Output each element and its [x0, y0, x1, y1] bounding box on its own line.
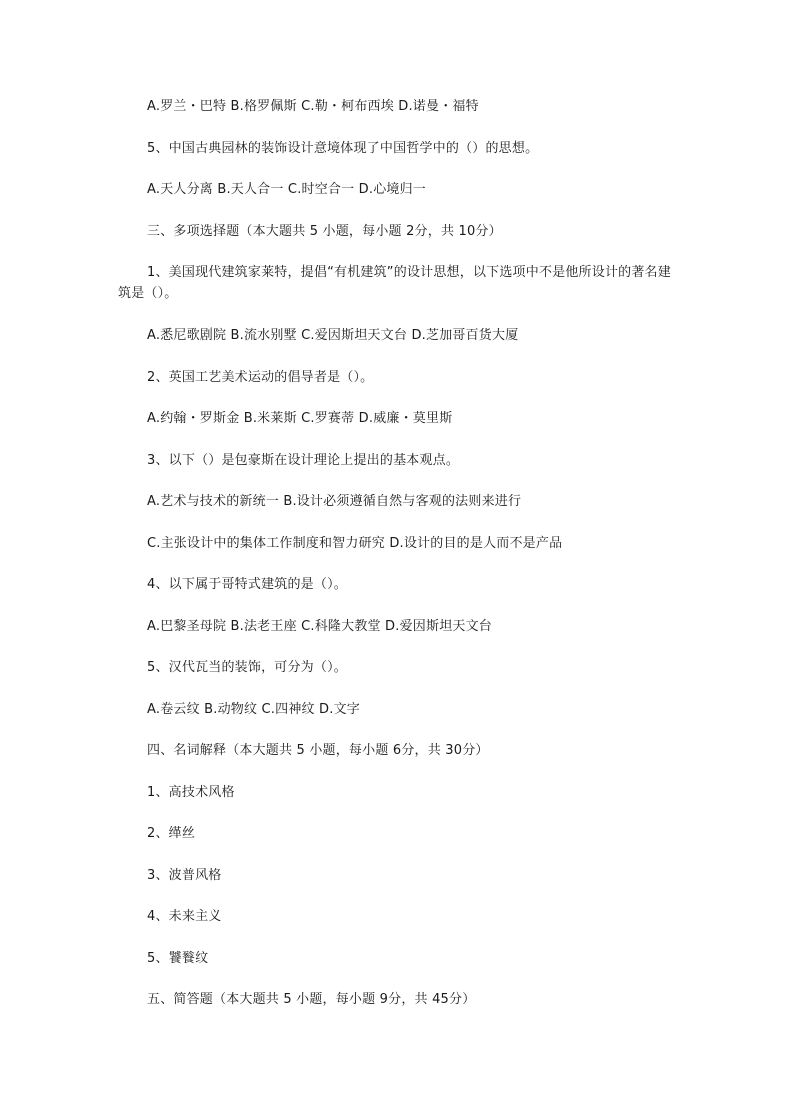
term-5: 5、饕餮纹	[147, 951, 209, 966]
term-3: 3、波普风格	[147, 868, 222, 883]
section-5-heading: 五、简答题（本大题共 5 小题，每小题 9分，共 45分）	[147, 992, 476, 1007]
multi-question-3-options-ab: A.艺术与技术的新统一 B.设计必须遵循自然与客观的法则来进行	[147, 494, 522, 509]
multi-question-4-options: A.巴黎圣母院 B.法老王座 C.科隆大教堂 D.爱因斯坦天文台	[147, 619, 492, 634]
multi-question-5-stem: 5、汉代瓦当的装饰，可分为（）。	[147, 660, 347, 675]
term-4: 4、未来主义	[147, 909, 222, 924]
multi-question-2-options: A.约翰・罗斯金 B.米莱斯 C.罗赛蒂 D.威廉・莫里斯	[147, 411, 453, 426]
multi-question-2-stem: 2、英国工艺美术运动的倡导者是（）。	[147, 370, 374, 385]
multi-question-3-stem: 3、以下（）是包豪斯在设计理论上提出的基本观点。	[147, 453, 460, 468]
question-5-options: A.天人分离 B.天人合一 C.时空合一 D.心境归一	[147, 182, 426, 197]
term-1: 1、高技术风格	[147, 785, 235, 800]
multi-question-1-stem: 1、美国现代建筑家莱特，提倡“有机建筑”的设计思想，以下选项中不是他所设计的著名建筑是（）。	[118, 265, 671, 301]
term-2: 2、缂丝	[147, 826, 196, 841]
section-4-heading: 四、名词解释（本大题共 5 小题，每小题 6分，共 30分）	[147, 743, 489, 758]
question-5-stem: 5、中国古典园林的装饰设计意境体现了中国哲学中的（）的思想。	[147, 141, 539, 156]
multi-question-1-options: A.悉尼歌剧院 B.流水别墅 C.爱因斯坦天文台 D.芝加哥百货大厦	[147, 328, 519, 343]
section-3-heading: 三、多项选择题（本大题共 5 小题，每小题 2分，共 10分）	[147, 224, 502, 239]
question-4-options: A.罗兰・巴特 B.格罗佩斯 C.勒・柯布西埃 D.诺曼・福特	[147, 99, 479, 114]
multi-question-5-options: A.卷云纹 B.动物纹 C.四神纹 D.文字	[147, 702, 360, 717]
multi-question-3-options-cd: C.主张设计中的集体工作制度和智力研究 D.设计的目的是人而不是产品	[147, 536, 563, 551]
multi-question-4-stem: 4、以下属于哥特式建筑的是（）。	[147, 577, 347, 592]
